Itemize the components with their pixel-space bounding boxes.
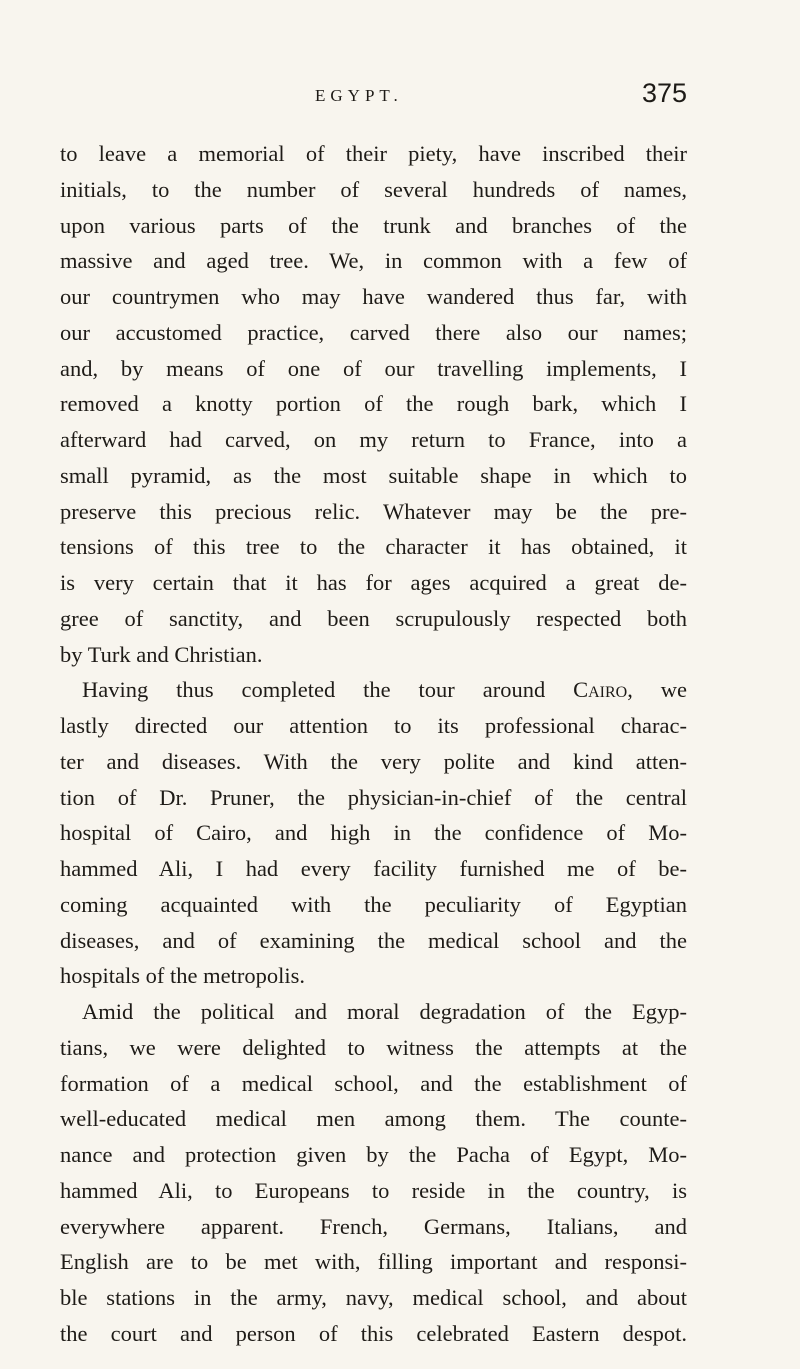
text-line: tians, we were delighted to witness the attempts at the bbox=[60, 1034, 687, 1060]
text-line: hospitals of the metropolis. bbox=[60, 963, 305, 989]
page-header bbox=[60, 78, 687, 118]
text-line: our accustomed practice, carved there also our names; bbox=[60, 319, 687, 345]
text-line: everywhere apparent. French, Germans, Italians, and bbox=[60, 1213, 687, 1239]
text-line bbox=[60, 672, 687, 708]
place-name-cairo: Cairo bbox=[573, 677, 628, 703]
text-line: to leave a memorial of their piety, have inscribed their bbox=[60, 141, 687, 166]
text-line: English are to be met with, filling important and responsi- bbox=[60, 1249, 687, 1275]
text-line: afterward had carved, on my return to France, into a bbox=[60, 427, 687, 452]
running-title: EGYPT. bbox=[315, 86, 403, 105]
text-line: coming acquainted with the peculiarity of Egyptian bbox=[60, 891, 687, 917]
text-line: and, by means of one of our travelling implements, I bbox=[60, 355, 687, 381]
text-line: by Turk and Christian. bbox=[60, 641, 263, 667]
text-line: removed a knotty portion of the rough bark, which I bbox=[60, 391, 687, 417]
text-line: the court and person of this celebrated Eastern despot. bbox=[60, 1320, 687, 1346]
body-text bbox=[60, 136, 687, 1352]
text-line: preserve this precious relic. Whatever may be the pre- bbox=[60, 498, 687, 524]
text-line: ter and diseases. With the very polite and kind atten- bbox=[60, 748, 687, 774]
text-line: diseases, and of examining the medical school and the bbox=[60, 927, 687, 953]
page-number: 375 bbox=[641, 78, 687, 108]
text-line: ble stations in the army, navy, medical school, and about bbox=[60, 1285, 687, 1310]
text-line: upon various parts of the trunk and branches of the bbox=[60, 212, 687, 238]
text-line: Amid the political and moral degradation of the Egyp- bbox=[82, 999, 687, 1024]
text-segment: , we bbox=[627, 677, 687, 703]
text-line: massive and aged tree. We, in common with a few of bbox=[60, 248, 687, 274]
text-line: well-educated medical men among them. The counte- bbox=[60, 1106, 687, 1132]
text-line: tensions of this tree to the character it has obtained, it bbox=[60, 534, 687, 560]
text-line: formation of a medical school, and the establishment of bbox=[60, 1070, 687, 1096]
text-line: initials, to the number of several hundreds of names, bbox=[60, 176, 687, 202]
text-segment: Having thus completed the tour around bbox=[82, 677, 546, 703]
text-line: lastly directed our attention to its professional charac- bbox=[60, 713, 687, 738]
text-line: is very certain that it has for ages acquired a great de- bbox=[60, 570, 687, 595]
text-line: hammed Ali, to Europeans to reside in the country, is bbox=[60, 1177, 687, 1203]
text-line: hammed Ali, I had every facility furnished me of be- bbox=[60, 856, 687, 881]
text-line: gree of sanctity, and been scrupulously respected both bbox=[60, 605, 687, 631]
text-line: tion of Dr. Pruner, the physician-in-chief of the central bbox=[60, 784, 687, 810]
text-line: hospital of Cairo, and high in the confidence of Mo- bbox=[60, 820, 687, 846]
text-line: small pyramid, as the most suitable shape in which to bbox=[60, 462, 687, 488]
text-line: our countrymen who may have wandered thus far, with bbox=[60, 284, 687, 309]
text-line: nance and protection given by the Pacha of Egypt, Mo- bbox=[60, 1142, 687, 1167]
